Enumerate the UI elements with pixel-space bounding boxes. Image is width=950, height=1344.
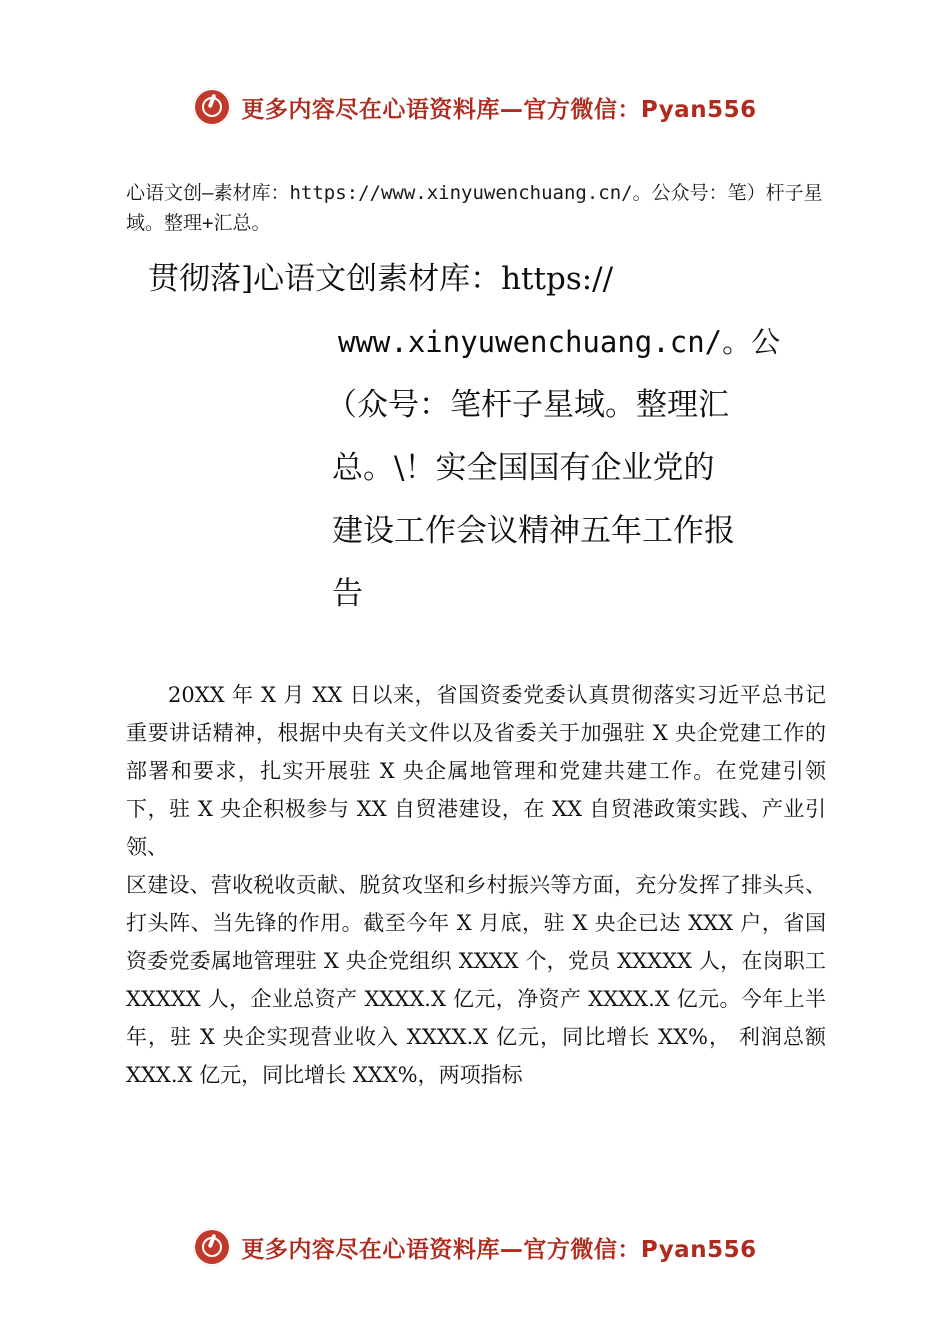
magnifier-badge-icon xyxy=(193,1228,231,1266)
body-paragraph-2: 区建设、营收税收贡献、脱贫攻坚和乡村振兴等方面，充分发挥了排头兵、打头阵、当先锋的作用。截至今年 X 月底，驻 X 央企已达 XXX 户，省国资委党委属地管理驻 X 央企党组织 XXXX 个，党员 XXXXX 人，在岗职工 XXXXX 人，企业总资产 XXXX.X 亿元，净资产 XXXX.X 亿元。今年上半年，驻 X 央企实现营业收入 XXXX.X 亿元，同比增长 XX%， 利润总额 XXX.X 亿元，同比增长 XXX%，两项指标 xyxy=(126,873,826,1087)
source-attribution-line: 心语文创—素材库：https://www.xinyuwenchuang.cn/。公众号：笔）杆子星域。整理+汇总。 xyxy=(126,182,823,234)
watermark-text: 更多内容尽在心语资料库—官方微信：Pyan556 xyxy=(241,96,757,123)
title-line-5: 建设工作会议精神五年工作报 xyxy=(332,513,735,549)
magnifier-badge-icon xyxy=(193,88,231,126)
title-line-2: www.xinyuwenchuang.cn/。公 xyxy=(338,325,781,359)
document-body xyxy=(126,676,826,1094)
body-paragraph-1: 20XX 年 X 月 XX 日以来，省国资委党委认真贯彻落实习近平总书记重要讲话精神，根据中央有关文件以及省委关于加强驻 X 央企党建工作的部署和要求，扎实开展驻 X 央企属地管理和党建共建工作。在党建引领下，驻 X 央企积极参与 XX 自贸港建设，在 XX 自贸港政策实践、产业引领、 xyxy=(126,683,826,859)
title-line-6: 告 xyxy=(332,576,363,612)
watermark-text: 更多内容尽在心语资料库—官方微信：Pyan556 xyxy=(241,1236,757,1263)
title-line-3: （众号：笔杆子星域。整理汇 xyxy=(326,387,729,423)
watermark-bottom xyxy=(0,1228,950,1266)
watermark-top xyxy=(0,88,950,126)
title-line-4: 总。\！实全国国有企业党的 xyxy=(332,450,715,486)
title-line-1: 贯彻落]心语文创素材库：https:// xyxy=(148,261,614,297)
document-title xyxy=(140,248,830,626)
